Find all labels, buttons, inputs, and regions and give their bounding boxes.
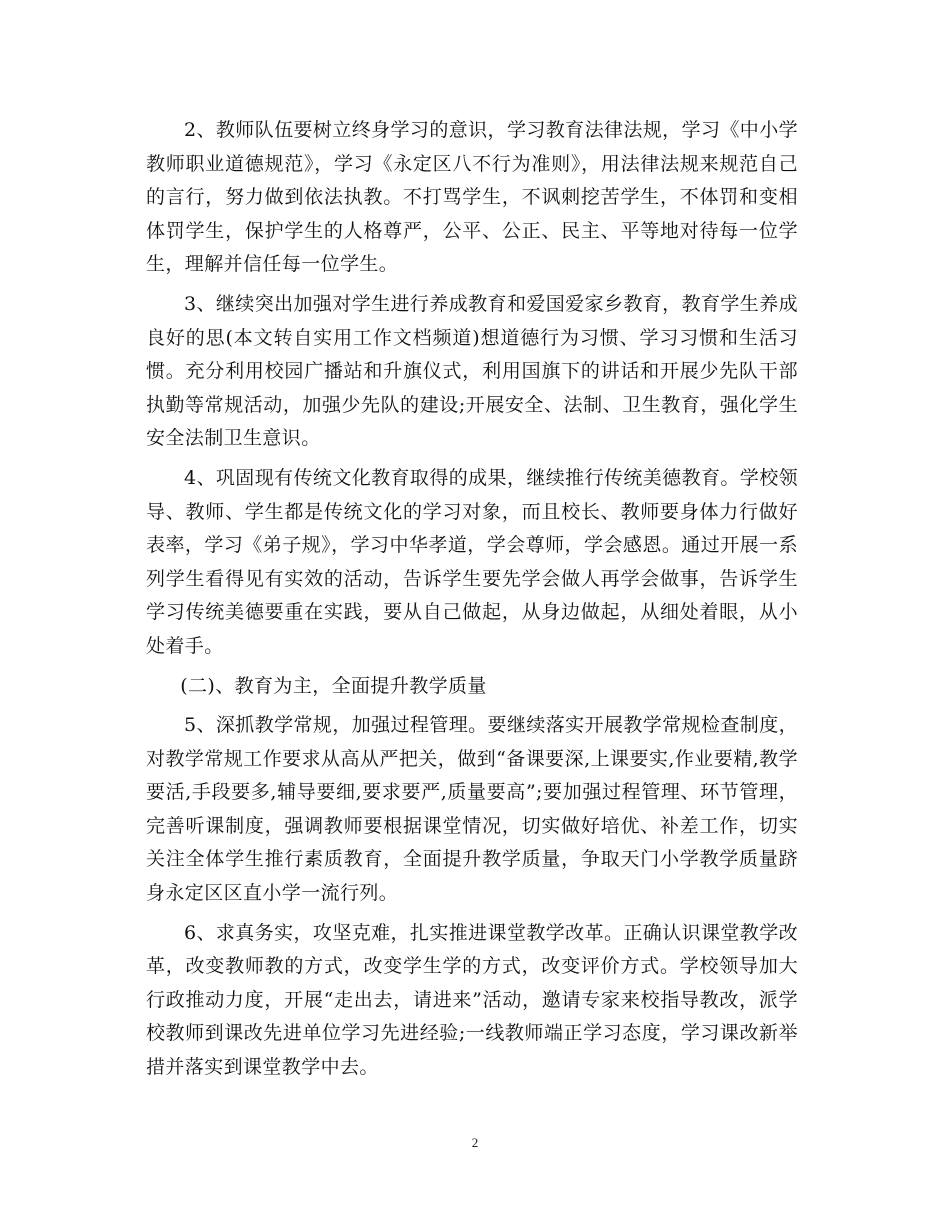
- paragraph-teacher-lifelong-learning: 2、教师队伍要树立终身学习的意识，学习教育法律法规，学习《中小学教师职业道德规范》，学习《永定区八不行为准则》，用法律法规来规范自己的言行，努力做到依法执教。不打骂学生，不讽刺挖苦学生，不体罚和变相体罚学生，保护学生的人格尊严，公平、公正、民主、平等地对待每一位学生，理解并信任每一位学生。: [146, 119, 798, 276]
- section-heading-teaching-quality: (二)、教育为主，全面提升教学质量: [180, 674, 487, 697]
- paragraph-habit-education: 3、继续突出加强对学生进行养成教育和爱国爱家乡教育，教育学生养成良好的思(本文转自实用工作文档频道)想道德行为习惯、学习习惯和生活习惯。充分利用校园广播站和升旗仪式，利用国旗下的讲话和开展少先队干部执勤等常规活动，加强少先队的建设;开展安全、法制、卫生教育，强化学生安全法制卫生意识。: [146, 292, 798, 450]
- paragraph-teaching-routine: 5、深抓教学常规，加强过程管理。要继续落实开展教学常规检查制度，对教学常规工作要求从高从严把关，做到“备课要深,上课要实,作业要精,教学要活,手段要多,辅导要细,要求要严,质量要高”;要加强过程管理、环节管理，完善听课制度，强调教师要根据课堂情况，切实做好培优、补差工作，切实关注全体学生推行素质教育，全面提升教学质量，争取天门小学教学质量跻身永定区区直小学一流行列。: [146, 714, 798, 905]
- page-number: 2: [471, 1135, 479, 1150]
- paragraph-classroom-reform: 6、求真务实，攻坚克难，扎实推进课堂教学改革。正确认识课堂教学改革，改变教师教的方式，改变学生学的方式，改变评价方式。学校领导加大行政推动力度，开展“走出去，请进来”活动，邀请专家来校指导教改，派学校教师到课改先进单位学习先进经验;一线教师端正学习态度，学习课改新举措并落实到课堂教学中去。: [146, 921, 798, 1079]
- document-body: [146, 114, 798, 1091]
- paragraph-traditional-culture: 4、巩固现有传统文化教育取得的成果，继续推行传统美德教育。学校领导、教师、学生都是传统文化的学习对象，而且校长、教师要身体力行做好表率，学习《弟子规》，学习中华孝道，学会尊师，学会感恩。通过开展一系列学生看得见有实效的活动，告诉学生要先学会做人再学会做事，告诉学生学习传统美德要重在实践，要从自己做起，从身边做起，从细处着眼，从小处着手。: [146, 466, 798, 657]
